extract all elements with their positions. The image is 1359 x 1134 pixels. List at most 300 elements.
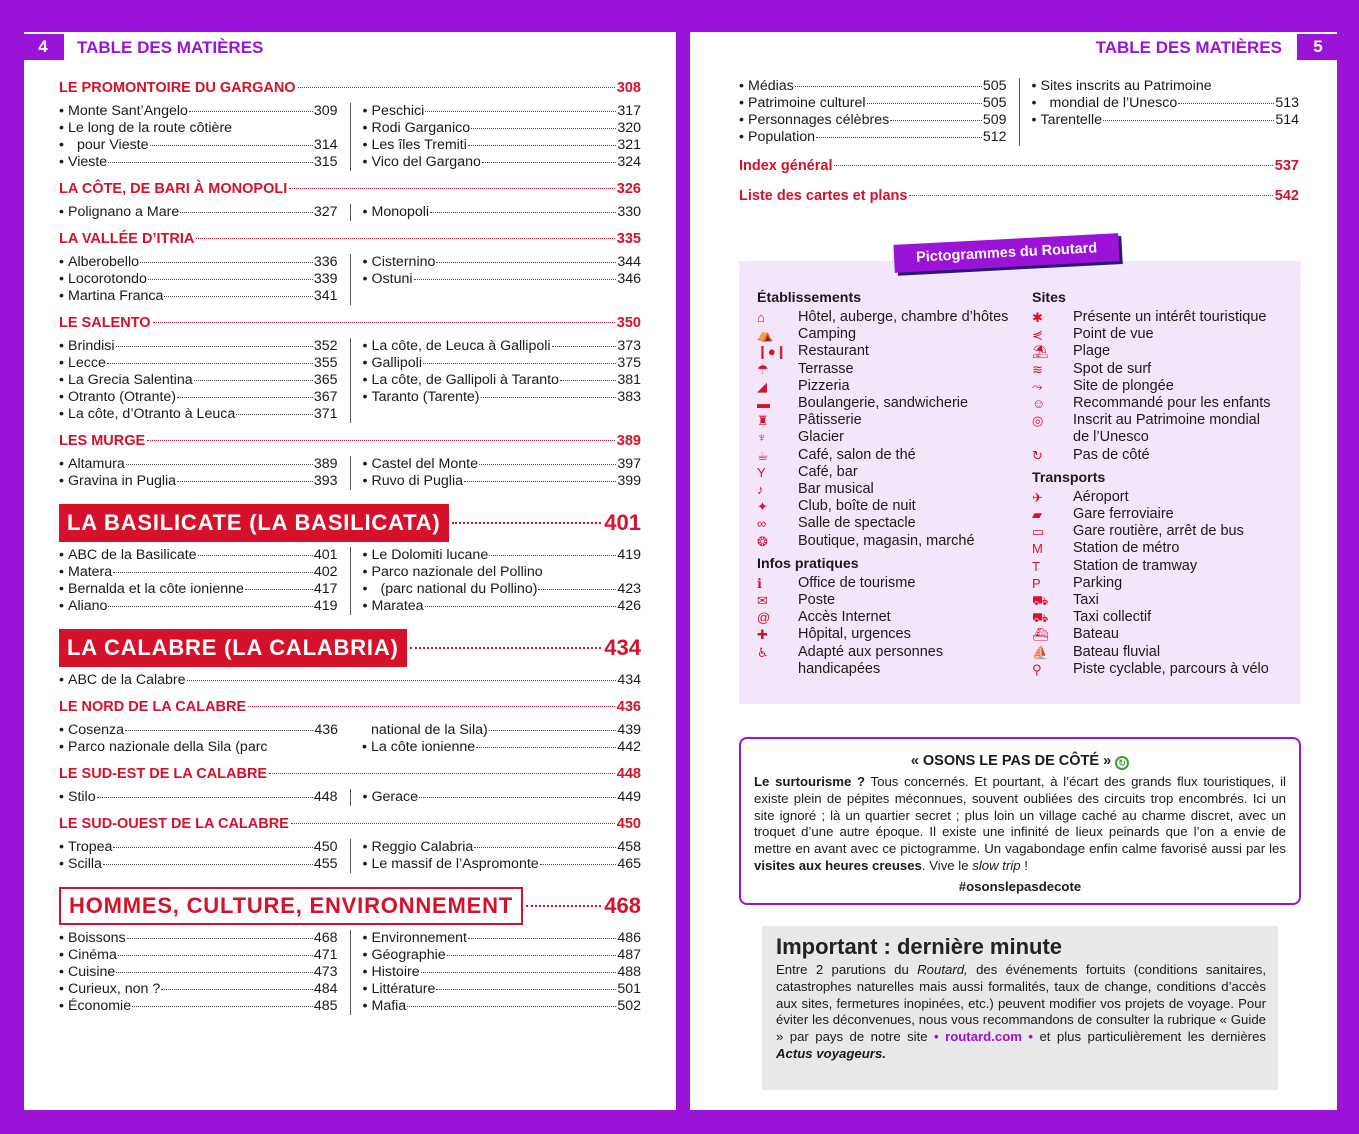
dot-leader: [430, 212, 616, 213]
picto-label: Boutique, magasin, marché: [798, 532, 975, 549]
section-page: 389: [616, 433, 641, 449]
entry-page: 423: [617, 581, 641, 597]
entry-page: 486: [617, 930, 641, 946]
picto-label: Pâtisserie: [798, 412, 862, 429]
entry-page: 321: [617, 137, 641, 153]
bullet: •: [59, 739, 64, 755]
dot-leader: [236, 414, 313, 415]
picto-icon: ⛺: [757, 327, 774, 343]
picto-icon: ▰: [1032, 507, 1042, 523]
bullet: •: [739, 78, 744, 94]
toc-entry[interactable]: [1032, 78, 1300, 95]
toc-entry[interactable]: [363, 154, 642, 171]
bullet: •: [59, 389, 64, 405]
dot-leader: [289, 188, 615, 189]
bullet: •: [362, 103, 368, 119]
dot-leader: [795, 86, 982, 87]
toc-entry[interactable]: [739, 112, 1007, 129]
entry-page: 365: [313, 372, 338, 388]
entry-title: Personnages célèbres: [748, 112, 890, 128]
bullet: •: [362, 372, 368, 388]
dot-leader: [425, 111, 616, 112]
entry-page: 436: [314, 722, 338, 738]
entry-title: Scilla: [68, 856, 102, 872]
dot-leader: [198, 555, 313, 556]
toc-col-left: [59, 254, 351, 305]
dot-leader: [148, 279, 313, 280]
entry-page: 450: [313, 839, 338, 855]
picto-item: [1032, 309, 1292, 326]
right-page: [690, 32, 1337, 1110]
toc-entry[interactable]: [59, 839, 338, 856]
bullet: •: [59, 338, 64, 354]
entry-page: 473: [313, 964, 338, 980]
toc-entry[interactable]: [59, 947, 338, 964]
dot-leader: [481, 397, 617, 398]
entry-title: Tropea: [68, 839, 113, 855]
toc-entry[interactable]: [363, 930, 642, 947]
picto-label: Point de vue: [1073, 326, 1154, 343]
dot-leader: [161, 989, 313, 990]
entry-title: Mafia: [371, 998, 407, 1014]
toc-entry[interactable]: [363, 473, 642, 490]
entry-page: 439: [617, 722, 641, 738]
toc-col-left: [59, 204, 351, 221]
picto-label: Plage: [1073, 343, 1111, 360]
toc-entry[interactable]: [1032, 95, 1300, 112]
picto-icon: ≋: [1032, 361, 1043, 377]
section-title: LES MURGE: [59, 433, 146, 449]
toc-entry[interactable]: [59, 406, 338, 423]
picto-icon: [1032, 429, 1073, 446]
toc-entry[interactable]: [59, 355, 338, 372]
toc-col-left: [59, 839, 351, 873]
entry-title: Brindisi: [68, 338, 115, 354]
section-title: Liste des cartes et plans: [739, 188, 908, 204]
entry-page: 488: [617, 964, 641, 980]
page-title: TABLE DES MATIÈRES: [1095, 38, 1282, 57]
entry-title: mondial de l’Unesco: [1049, 95, 1178, 111]
toc-entry[interactable]: [59, 120, 338, 137]
picto-icon: ♿: [757, 644, 769, 660]
picto-item: [757, 498, 1032, 515]
toc-entry[interactable]: [1032, 112, 1300, 129]
entry-title: Sites inscrits au Patrimoine: [1040, 78, 1212, 94]
toc-entry[interactable]: [59, 473, 338, 490]
dot-leader: [436, 262, 616, 263]
dot-leader: [1103, 120, 1274, 121]
toc-entry[interactable]: [362, 722, 641, 739]
picto-label: Bateau fluvial: [1073, 643, 1161, 660]
picto-item: [757, 661, 1032, 678]
picto-label: Adapté aux personnes: [798, 643, 944, 660]
toc-columns: [59, 930, 641, 1015]
section-page: 448: [616, 766, 641, 782]
entry-title: La Grecia Salentina: [68, 372, 193, 388]
toc-col-right: [1020, 78, 1300, 146]
entry-title: Population: [748, 129, 816, 145]
section-heading[interactable]: [59, 78, 641, 98]
dot-leader: [150, 145, 313, 146]
picto-label: Pizzeria: [798, 377, 850, 394]
toc-entry[interactable]: [363, 137, 642, 154]
entry-title: ABC de la Calabre: [68, 672, 186, 688]
toc-col-right: [351, 204, 642, 221]
bullet: •: [362, 856, 368, 872]
entry-title: La côte, d’Otranto à Leuca: [68, 406, 236, 422]
toc-columns: [59, 839, 641, 873]
picto-col-right: [1032, 289, 1292, 704]
bullet: •: [59, 564, 64, 580]
picto-item: [757, 609, 1032, 626]
entry-title: Parco nazionale della Sila (parc: [68, 739, 268, 755]
bullet: •: [59, 288, 64, 304]
bullet: •: [59, 271, 64, 287]
dot-leader: [867, 103, 982, 104]
section-title: LA VALLÉE D’ITRIA: [59, 231, 195, 247]
section-heading[interactable]: [59, 764, 641, 784]
toc-entry[interactable]: [59, 998, 338, 1015]
picto-label: Café, bar: [798, 463, 858, 480]
entry-title: Maratea: [371, 598, 424, 614]
entry-page: 341: [313, 288, 338, 304]
toc-col-left: [739, 78, 1020, 146]
dot-leader: [423, 363, 616, 364]
toc-entry[interactable]: [363, 204, 642, 221]
toc-entry[interactable]: [362, 739, 641, 756]
toc-columns: [59, 789, 641, 806]
entry-page: 315: [313, 154, 338, 170]
toc-col-full: [59, 672, 641, 689]
important-body: Entre 2 parutions du Routard, des événements fortuits (conditions sanitaires, catastrophes naturelles mais aussi formalités, taux de change, conditions d’accès aux sites, fermetures inopinées, etc.) peuvent modifier vos projets de voyage. Pour éviter les déconvenues, nous vous recommandons de consulter la rubrique « Guide » par pays de notre site • routard.com • et plus particulièrement les dernières Actus voyageurs.: [776, 962, 1266, 1061]
toc-entry[interactable]: [59, 103, 338, 120]
toc-col-right: [350, 722, 641, 756]
entry-page: 458: [617, 839, 641, 855]
dot-leader: [538, 589, 616, 590]
toc-col-right: [351, 547, 642, 615]
toc-entry[interactable]: [363, 338, 642, 355]
bullet: •: [362, 547, 368, 563]
picto-item: [1032, 575, 1292, 592]
section-heading[interactable]: [59, 697, 641, 717]
picto-item: [757, 481, 1032, 498]
dot-leader: [132, 1006, 313, 1007]
picto-icon: ❂: [757, 533, 768, 549]
toc-entry[interactable]: [59, 964, 338, 981]
osons-hashtag: #osonslepasdecote: [958, 878, 1082, 894]
toc-entry[interactable]: [739, 95, 1007, 112]
picto-label: Taxi collectif: [1073, 609, 1152, 626]
bullet: •: [59, 856, 64, 872]
entry-page: 501: [617, 981, 641, 997]
entry-page: 419: [313, 598, 338, 614]
bullet: •: [362, 271, 368, 287]
toc-entry[interactable]: [363, 120, 642, 137]
toc-entry[interactable]: [739, 78, 1007, 95]
entry-page: 383: [617, 389, 641, 405]
toc-entry[interactable]: [363, 581, 642, 598]
entry-title: Polignano a Mare: [68, 204, 180, 220]
bullet: •: [59, 722, 64, 738]
dot-leader: [468, 145, 616, 146]
section-heading[interactable]: [59, 814, 641, 834]
picto-icon: ✉: [757, 593, 768, 609]
entry-title: Géographie: [371, 947, 446, 963]
entry-title: La côte ionienne: [371, 739, 476, 755]
bullet: •: [59, 981, 64, 997]
toc-entry[interactable]: [363, 389, 642, 406]
chapter-page: 468: [604, 893, 641, 918]
picto-item: [1032, 661, 1292, 678]
bullet: •: [362, 204, 368, 220]
toc-entry[interactable]: [59, 930, 338, 947]
toc-entry[interactable]: [363, 547, 642, 564]
important-box: [762, 926, 1278, 1090]
section-page: 450: [616, 816, 641, 832]
picto-icon: Y: [757, 464, 766, 480]
entry-page: 513: [1275, 95, 1299, 111]
toc-entry[interactable]: [59, 288, 338, 305]
chapter-heading[interactable]: [59, 504, 641, 542]
toc-entry[interactable]: [59, 598, 338, 615]
toc-entry[interactable]: [363, 456, 642, 473]
toc-entry[interactable]: [59, 389, 338, 406]
toc-col-right: [351, 930, 642, 1015]
toc-columns: [59, 254, 641, 305]
bullet: •: [59, 947, 64, 963]
bullet: •: [1031, 78, 1037, 94]
toc-entry[interactable]: [363, 856, 642, 873]
entry-page: 371: [313, 406, 338, 422]
bullet: •: [362, 338, 368, 354]
dot-leader: [471, 128, 616, 129]
section-heading[interactable]: [59, 431, 641, 451]
entry-title: Gerace: [371, 789, 419, 805]
toc-col-right: [351, 456, 642, 490]
picto-icon: ▬: [757, 396, 770, 412]
bullet: •: [59, 254, 64, 270]
bullet: •: [59, 137, 64, 153]
section-heading[interactable]: [59, 313, 641, 333]
bullet: •: [59, 964, 64, 980]
entry-page: 346: [617, 271, 641, 287]
left-page: [24, 32, 676, 1110]
picto-icon: ⚲: [1032, 661, 1042, 677]
chapter-title: LA CALABRE (LA CALABRIA): [59, 629, 407, 667]
bullet: •: [739, 112, 744, 128]
dot-leader: [180, 212, 313, 213]
toc-entry[interactable]: [59, 338, 338, 355]
dot-leader: [526, 905, 601, 907]
dot-leader: [482, 162, 616, 163]
toc-columns: [59, 103, 641, 171]
bullet: •: [362, 456, 368, 472]
toc-entry[interactable]: [59, 856, 338, 873]
entry-title: Curieux, non ?: [68, 981, 161, 997]
important-heading: Important : dernière minute: [776, 934, 1063, 959]
bullet: •: [362, 739, 367, 755]
chapter-heading[interactable]: [59, 887, 641, 925]
toc-entry[interactable]: [59, 981, 338, 998]
entry-page: 324: [617, 154, 641, 170]
dot-leader: [177, 481, 313, 482]
entry-title: Parco nazionale del Pollino: [371, 564, 543, 580]
entry-title: national de la Sila): [371, 722, 488, 738]
entry-title: La côte, de Gallipoli à Taranto: [371, 372, 559, 388]
picto-icon: @: [757, 610, 771, 626]
picto-item: [757, 592, 1032, 609]
toc-entry[interactable]: [363, 564, 642, 581]
toc-entry[interactable]: [363, 981, 642, 998]
entry-title: Monte Sant’Angelo: [68, 103, 188, 119]
toc-entry[interactable]: [59, 204, 338, 221]
toc-entry[interactable]: [363, 254, 642, 271]
entry-title: Cosenza: [68, 722, 124, 738]
section-page: 308: [616, 80, 641, 96]
entry-page: 355: [313, 355, 338, 371]
toc-entry[interactable]: [59, 722, 338, 739]
entry-title: Le massif de l’Aspromonte: [371, 856, 539, 872]
routard-link[interactable]: • routard.com •: [934, 1029, 1034, 1045]
dot-leader: [113, 847, 312, 848]
toc-entry[interactable]: [363, 271, 642, 288]
toc-col-left: [59, 930, 351, 1015]
toc-entry[interactable]: [59, 547, 338, 564]
toc-entry[interactable]: [363, 998, 642, 1015]
picto-item: [757, 533, 1032, 550]
dot-leader: [298, 87, 615, 88]
toc-col-right: [351, 789, 642, 806]
bullet: •: [362, 839, 368, 855]
entry-page: 375: [617, 355, 641, 371]
toc-entry[interactable]: [59, 372, 338, 389]
picto-label: Office de tourisme: [798, 574, 916, 591]
section-heading[interactable]: [739, 156, 1299, 176]
picto-item: [1032, 343, 1292, 360]
toc-entry[interactable]: [59, 137, 338, 154]
toc-entry[interactable]: [363, 839, 642, 856]
toc-entry[interactable]: [59, 271, 338, 288]
picto-item: [1032, 326, 1292, 343]
toc-entry[interactable]: [59, 154, 338, 171]
entry-title: Stilo: [68, 789, 96, 805]
dot-leader: [816, 137, 982, 138]
toc-entry[interactable]: [363, 355, 642, 372]
picto-icon: ⤳: [1032, 378, 1043, 394]
toc-entry[interactable]: [363, 598, 642, 615]
entry-title: Le Dolomiti lucane: [371, 547, 489, 563]
section-page: 326: [616, 181, 641, 197]
dot-leader: [196, 238, 614, 239]
dot-leader: [113, 572, 313, 573]
toc-entry[interactable]: [363, 372, 642, 389]
chapter-title: LA BASILICATE (LA BASILICATA): [59, 504, 449, 542]
entry-page: 484: [313, 981, 338, 997]
entry-page: 465: [617, 856, 641, 872]
entry-page: 505: [982, 95, 1007, 111]
toc-entry[interactable]: [739, 129, 1007, 146]
picto-label: Hôtel, auberge, chambre d’hôtes: [798, 309, 1009, 325]
dot-leader: [540, 864, 617, 865]
entry-page: 402: [313, 564, 338, 580]
entry-title: Alberobello: [68, 254, 139, 270]
entry-page: 468: [313, 930, 338, 946]
toc-entry[interactable]: [59, 456, 338, 473]
bullet: •: [362, 947, 368, 963]
section-title: LE NORD DE LA CALABRE: [59, 699, 247, 715]
picto-item: [1032, 506, 1292, 523]
picto-legend: [739, 261, 1301, 704]
toc-entry[interactable]: [59, 564, 338, 581]
bullet: •: [59, 406, 64, 422]
entry-title: Otranto (Otrante): [68, 389, 177, 405]
picto-icon: ⋞: [1032, 327, 1043, 343]
picto-item: [1032, 489, 1292, 506]
section-heading[interactable]: [739, 186, 1299, 206]
toc-entry[interactable]: [59, 672, 641, 689]
section-title: LE SALENTO: [59, 315, 151, 331]
toc-entry[interactable]: [363, 103, 642, 120]
picto-item: [1032, 447, 1292, 464]
toc-col-right: [351, 839, 642, 873]
entry-page: 317: [617, 103, 641, 119]
toc-entry[interactable]: [59, 254, 338, 271]
picto-label: handicapées: [798, 660, 881, 677]
bullet: •: [59, 839, 64, 855]
entry-page: 434: [617, 672, 641, 688]
dot-leader: [140, 262, 313, 263]
dot-leader: [1178, 103, 1274, 104]
bullet: •: [362, 598, 368, 614]
section-heading[interactable]: [59, 229, 641, 249]
bullet: •: [59, 930, 64, 946]
entry-title: Martina Franca: [68, 288, 164, 304]
dot-leader: [103, 864, 313, 865]
picto-icon: ☂: [757, 361, 769, 377]
bullet: •: [362, 355, 368, 371]
picto-item: [1032, 395, 1292, 412]
picto-icon: ☕: [757, 447, 769, 463]
toc-entry[interactable]: [363, 964, 642, 981]
entry-title: Ostuni: [371, 271, 413, 287]
picto-label: Poste: [798, 592, 836, 609]
toc-entry[interactable]: [59, 581, 338, 598]
chapter-heading[interactable]: [59, 629, 641, 667]
entry-title: Aliano: [68, 598, 108, 614]
picto-item: [757, 361, 1032, 378]
toc-col-left: [59, 722, 350, 756]
picto-icon: ◎: [1032, 413, 1044, 429]
toc-entry[interactable]: [363, 947, 642, 964]
entry-page: 401: [313, 547, 338, 563]
section-heading[interactable]: [59, 179, 641, 199]
picto-icon: ⛴: [1032, 627, 1049, 643]
entry-page: 448: [313, 789, 338, 805]
dot-leader: [127, 938, 313, 939]
picto-label: Glacier: [798, 429, 844, 446]
entry-page: 442: [617, 739, 641, 755]
entry-title: Tarentelle: [1040, 112, 1103, 128]
picto-icon: ℹ: [757, 575, 762, 591]
entry-page: 314: [313, 137, 338, 153]
toc-entry[interactable]: [363, 789, 642, 806]
picto-item: [757, 412, 1032, 429]
toc-entry[interactable]: [59, 739, 338, 756]
entry-page: 367: [313, 389, 338, 405]
toc-entry[interactable]: [59, 789, 338, 806]
dot-leader: [479, 464, 616, 465]
page-number: 4: [22, 34, 64, 60]
